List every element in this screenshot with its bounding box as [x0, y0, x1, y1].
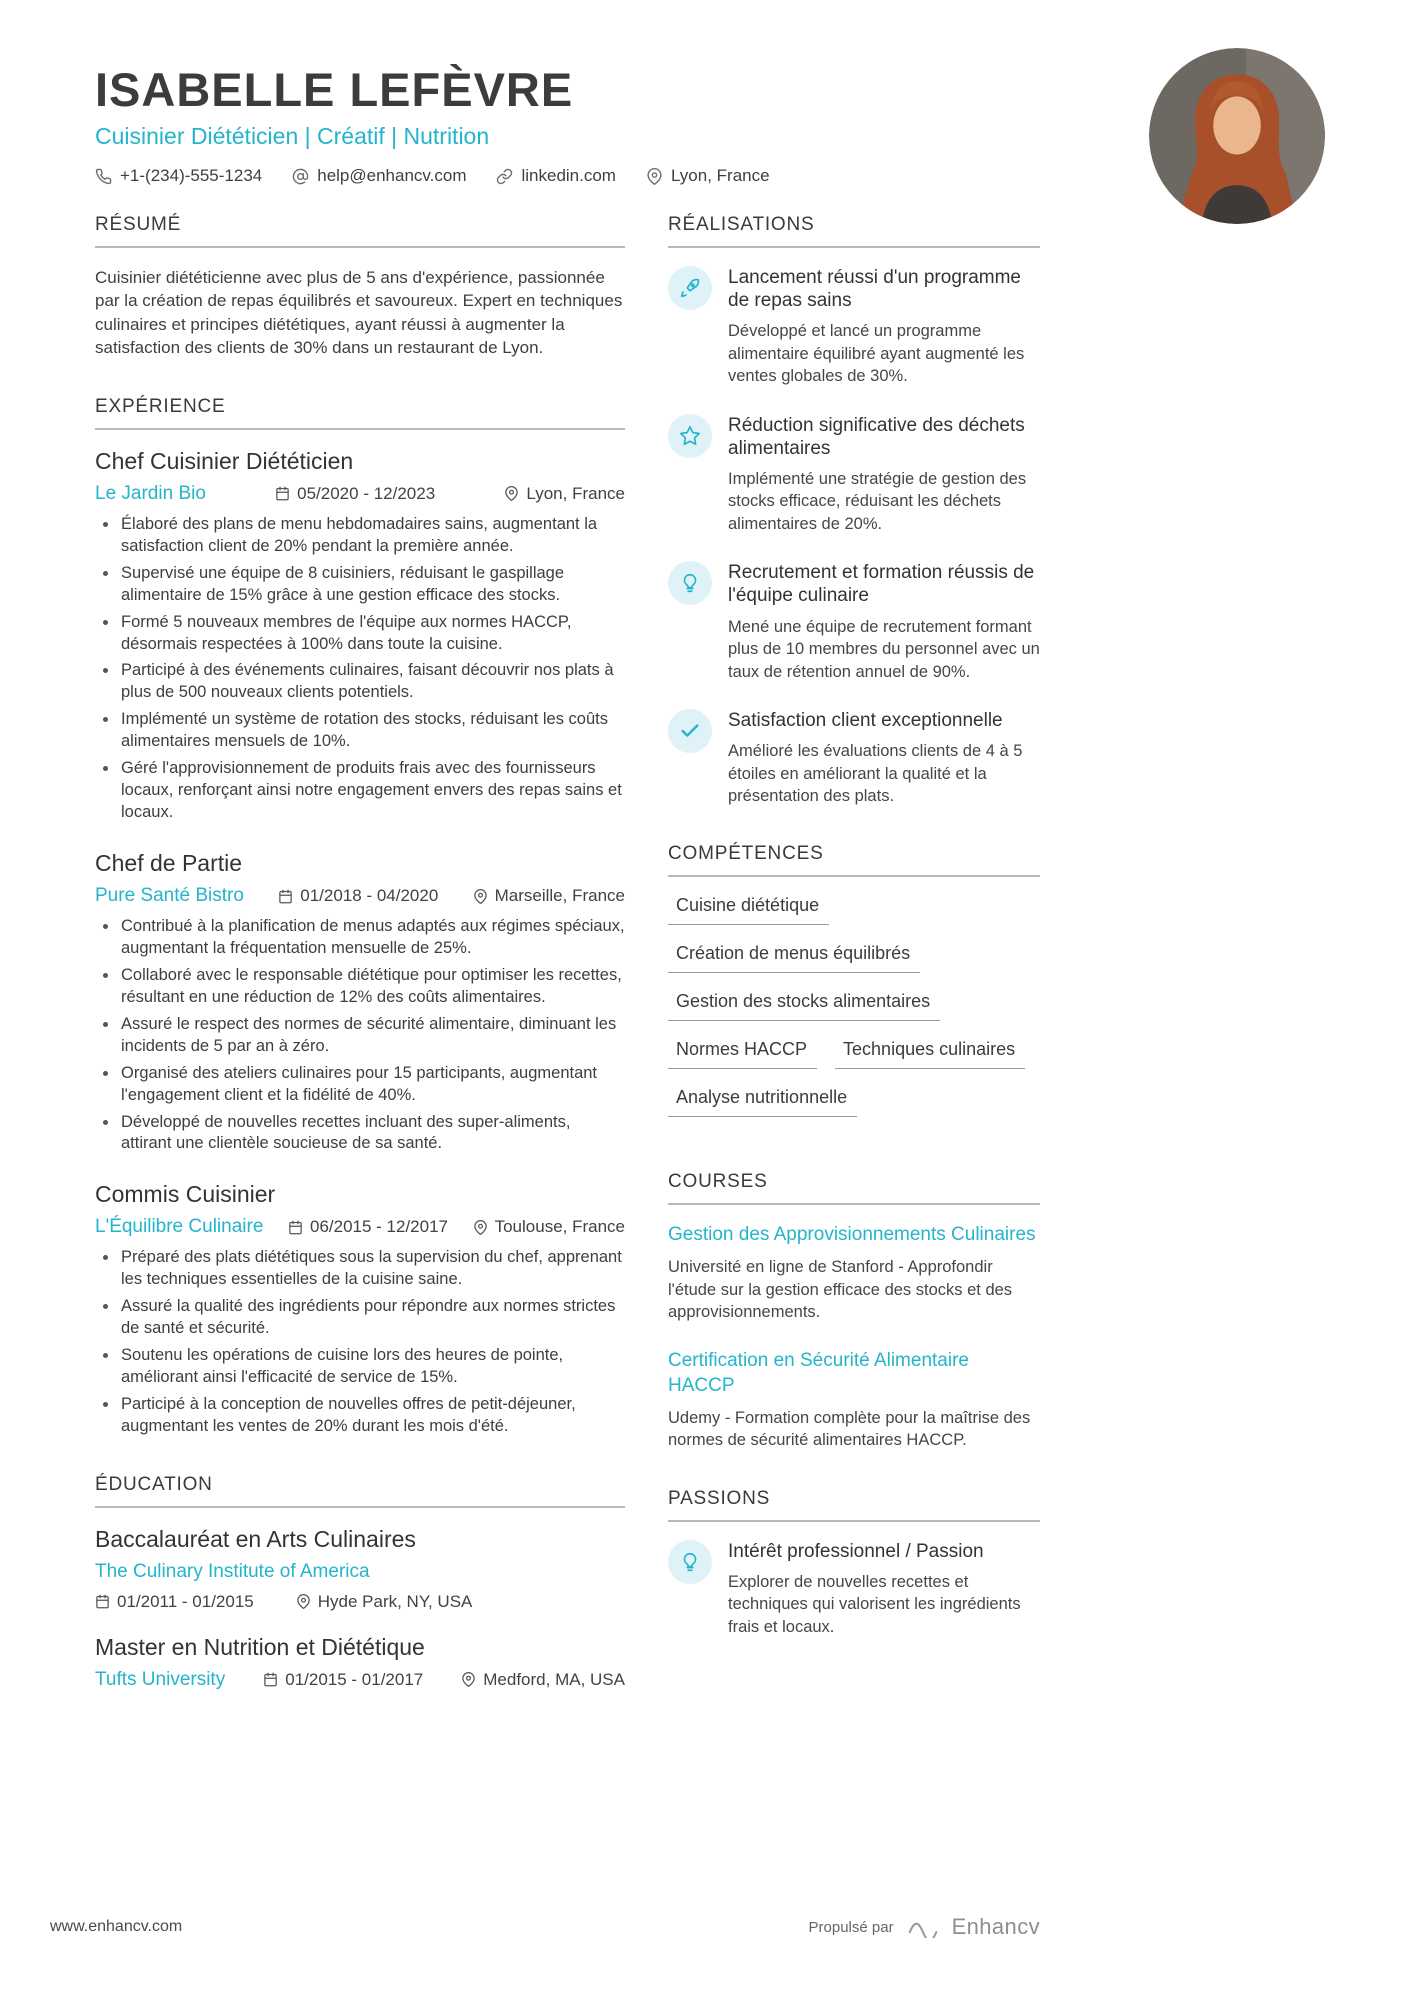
company-name: Pure Santé Bistro — [95, 885, 244, 906]
dates-text: 01/2018 - 04/2020 — [300, 886, 439, 905]
location-pin-icon — [504, 486, 519, 501]
bullet: • Collaboré avec le responsable diététique pour optimiser les recettes, résultant en une réduction de 12% des coûts alimentaires. — [119, 965, 625, 1009]
link-icon — [496, 168, 513, 185]
education-entry — [95, 1634, 625, 1691]
skill-item: Création de menus équilibrés — [668, 943, 920, 973]
at-sign-icon — [292, 168, 309, 185]
header — [0, 0, 1410, 186]
job-meta-row — [95, 1216, 625, 1238]
avatar-illustration — [1149, 48, 1325, 224]
courses-heading: COURSES — [668, 1171, 1040, 1205]
section-experience — [95, 396, 625, 1438]
location-pin-icon — [461, 1672, 476, 1687]
skill-item: Cuisine diététique — [668, 895, 829, 925]
location-pin-icon — [473, 1220, 488, 1235]
location-text: Lyon, France — [670, 166, 770, 185]
passion-body — [728, 1540, 1040, 1638]
passions-heading: PASSIONS — [668, 1488, 1040, 1522]
person-name: ISABELLE LEFÈVRE — [95, 63, 574, 116]
passion-title: Intérêt professionnel / Passion — [728, 1540, 984, 1562]
linkedin-text: linkedin.com — [521, 166, 616, 185]
check-icon — [668, 709, 712, 753]
job-meta-row — [95, 483, 625, 505]
content-columns — [0, 214, 1410, 1727]
contact-row — [95, 166, 1315, 186]
bullet: • Préparé des plats diététiques sous la supervision du chef, apprenant les techniques essentielles de la cuisine saine. — [119, 1247, 625, 1291]
achievement-body — [728, 414, 1040, 536]
job-location — [504, 484, 625, 504]
course-title: Gestion des Approvisionnements Culinaires — [668, 1224, 1036, 1246]
degree-dates — [263, 1670, 423, 1690]
footer — [50, 1914, 1040, 1940]
achievements-heading: RÉALISATIONS — [668, 214, 1040, 248]
skill-item: Normes HACCP — [668, 1039, 817, 1069]
dates-text: 01/2011 - 01/2015 — [117, 1591, 254, 1611]
location-text: Medford, MA, USA — [483, 1669, 625, 1689]
bullet: • Contribué à la planification de menus adaptés aux régimes spéciaux, augmentant la fréquentation mensuelle de 25%. — [119, 916, 625, 960]
degree-location — [296, 1592, 473, 1612]
education-heading: ÉDUCATION — [95, 1474, 625, 1508]
bullet: • Formé 5 nouveaux membres de l'équipe aux normes HACCP, désormais respectées à 100% dans toute la cuisine. — [119, 612, 625, 656]
job-meta-row — [95, 885, 625, 907]
skills-heading: COMPÉTENCES — [668, 843, 1040, 877]
course-text: Udemy - Formation complète pour la maîtrise des normes de sécurité alimentaires HACCP. — [668, 1408, 1031, 1450]
achievement-body — [728, 266, 1040, 388]
bullet: • Participé à la conception de nouvelles offres de petit-déjeuner, augmentant les ventes de 20% durant les mois d'été. — [119, 1394, 625, 1438]
phone-icon — [95, 168, 112, 185]
skill-item: Gestion des stocks alimentaires — [668, 991, 940, 1021]
bullet: • Assuré le respect des normes de sécurité alimentaire, diminuant les incidents de 5 par an à zéro. — [119, 1014, 625, 1058]
rocket-icon — [668, 266, 712, 310]
passion-text: Explorer de nouvelles recettes et techniques qui valorisent les ingrédients frais et locaux. — [728, 1572, 1021, 1636]
bullet: • Supervisé une équipe de 8 cuisiniers, réduisant le gaspillage alimentaire de 15% grâce à une gestion efficace des stocks. — [119, 563, 625, 607]
course-item — [668, 1223, 1040, 1323]
course-item — [668, 1349, 1040, 1451]
degree-title: Master en Nutrition et Diététique — [95, 1633, 425, 1660]
bulb-icon — [668, 561, 712, 605]
experience-entry — [95, 1181, 625, 1438]
phone-text: +1-(234)-555-1234 — [120, 166, 263, 185]
skills-list — [668, 895, 1040, 1135]
school-line — [95, 1561, 625, 1583]
location-text: Marseille, France — [494, 886, 625, 905]
bullet: • Organisé des ateliers culinaires pour 15 participants, augmentant l'engagement client et la fidélité de 40%. — [119, 1063, 625, 1107]
achievement-item — [668, 561, 1040, 683]
degree-title: Baccalauréat en Arts Culinaires — [95, 1525, 416, 1552]
section-resume — [95, 214, 625, 360]
job-title: Chef de Partie — [95, 850, 243, 876]
bullet: • Assuré la qualité des ingrédients pour répondre aux normes strictes de santé et sécurité. — [119, 1296, 625, 1340]
skill-item: Analyse nutritionnelle — [668, 1087, 857, 1117]
bullet: • Élaboré des plans de menu hebdomadaires sains, augmentant la satisfaction client de 20% pendant la première année. — [119, 514, 625, 558]
achievement-title: Lancement réussi d'un programme de repas sains — [728, 267, 1021, 312]
linkedin-contact[interactable] — [496, 166, 616, 186]
phone-contact[interactable] — [95, 166, 262, 186]
skill-item: Techniques culinaires — [835, 1039, 1025, 1069]
dates-text: 01/2015 - 01/2017 — [285, 1669, 424, 1689]
left-column — [95, 214, 625, 1727]
section-education — [95, 1474, 625, 1691]
location-text: Hyde Park, NY, USA — [317, 1591, 473, 1611]
job-title: Commis Cuisinier — [95, 1181, 276, 1208]
degree-meta-row — [95, 1669, 625, 1691]
calendar-icon — [95, 1594, 110, 1609]
calendar-icon — [278, 889, 293, 904]
course-title: Certification en Sécurité Alimentaire HACCP — [668, 1350, 969, 1397]
achievement-title: Réduction significative des déchets alimentaires — [728, 414, 1025, 459]
experience-heading: EXPÉRIENCE — [95, 396, 625, 430]
passion-item — [668, 1540, 1040, 1638]
enhancv-brand-name[interactable]: Enhancv — [951, 1914, 1040, 1939]
bullet: • Participé à des événements culinaires, faisant découvrir nos plats à plus de 500 nouveaux clients potentiels. — [119, 660, 625, 704]
email-contact[interactable] — [292, 166, 466, 186]
enhancv-logo-icon[interactable] — [906, 1917, 940, 1938]
bullet: • Géré l'approvisionnement de produits frais avec des fournisseurs locaux, renforçant ainsi notre engagement envers des repas sains et locaux. — [119, 758, 625, 824]
job-bullets — [95, 514, 625, 824]
job-dates — [288, 1217, 448, 1237]
calendar-icon — [288, 1220, 303, 1235]
school-name: The Culinary Institute of America — [95, 1560, 370, 1582]
job-dates — [275, 484, 435, 504]
job-title: Chef Cuisinier Diététicien — [95, 447, 354, 474]
section-skills — [668, 843, 1040, 1135]
bullet: • Développé de nouvelles recettes incluant des super-aliments, attirant une clientèle soucieuse de sa santé. — [119, 1112, 625, 1156]
resume-heading: RÉSUMÉ — [95, 214, 625, 248]
degree-location — [461, 1670, 625, 1690]
right-column — [668, 214, 1040, 1674]
summary-text: Cuisinier diététicienne avec plus de 5 ans d'expérience, passionnée par la création de repas équilibrés et savoureux. Expert en techniques culinaires et principes diététiques, ayant réussi à augmenter la satisfaction des clients de 30% dans un restaurant de Lyon. — [95, 268, 623, 358]
achievement-title: Satisfaction client exceptionnelle — [728, 709, 1003, 731]
course-text: Université en ligne de Stanford - Approfondir l'étude sur la gestion efficace des stocks et des approvisionnements. — [668, 1258, 1013, 1322]
achievement-item — [668, 709, 1040, 807]
degree-dates — [95, 1592, 254, 1612]
footer-site-link[interactable]: www.enhancv.com — [50, 1918, 183, 1935]
profile-photo — [1149, 48, 1325, 224]
achievement-item — [668, 414, 1040, 536]
job-location — [473, 886, 625, 906]
experience-entry — [95, 850, 625, 1155]
location-pin-icon — [646, 168, 663, 185]
education-entry — [95, 1526, 625, 1612]
job-dates — [278, 886, 438, 906]
location-text: Lyon, France — [526, 483, 625, 503]
job-bullets — [95, 916, 625, 1155]
achievement-text: Implémenté une stratégie de gestion des stocks efficace, réduisant les déchets alimentaires de 20%. — [728, 470, 1027, 533]
dates-text: 06/2015 - 12/2017 — [309, 1217, 448, 1237]
powered-by-label: Propulsé par — [808, 1918, 894, 1936]
section-achievements — [668, 214, 1040, 807]
achievement-text: Amélioré les évaluations clients de 4 à 5 étoiles en améliorant la qualité et la présentation des plats. — [728, 742, 1023, 806]
job-bullets — [95, 1247, 625, 1438]
dates-text: 05/2020 - 12/2023 — [297, 483, 436, 503]
person-headline: Cuisinier Diététicien | Créatif | Nutrition — [95, 123, 490, 149]
star-icon — [668, 414, 712, 458]
company-name: L'Équilibre Culinaire — [95, 1216, 264, 1238]
achievement-body — [728, 709, 1040, 807]
achievement-body — [728, 561, 1040, 683]
location-pin-icon — [296, 1594, 311, 1609]
experience-entry — [95, 448, 625, 824]
company-name: Le Jardin Bio — [95, 482, 206, 504]
powered-by — [809, 1914, 1040, 1940]
section-courses — [668, 1171, 1040, 1451]
bullet: • Implémenté un système de rotation des stocks, réduisant les coûts alimentaires mensuels de 10%. — [119, 709, 625, 753]
section-passions — [668, 1488, 1040, 1638]
job-location — [473, 1217, 625, 1237]
email-text: help@enhancv.com — [317, 166, 467, 185]
degree-meta-row — [95, 1592, 625, 1612]
location-contact — [646, 166, 770, 186]
achievement-title: Recrutement et formation réussis de l'équipe culinaire — [728, 562, 1035, 607]
achievement-item — [668, 266, 1040, 388]
bullet: • Soutenu les opérations de cuisine lors des heures de pointe, améliorant ainsi l'efficacité de service de 15%. — [119, 1345, 625, 1389]
location-pin-icon — [473, 889, 488, 904]
school-name: Tufts University — [95, 1668, 226, 1690]
achievement-text: Développé et lancé un programme alimentaire équilibré ayant augmenté les ventes globales de 30%. — [728, 322, 1025, 386]
calendar-icon — [275, 486, 290, 501]
achievement-text: Mené une équipe de recrutement formant plus de 10 membres du personnel avec un taux de rétention annuel de 90%. — [728, 617, 1040, 681]
bulb-icon — [668, 1540, 712, 1584]
location-text: Toulouse, France — [494, 1217, 625, 1237]
calendar-icon — [263, 1672, 278, 1687]
